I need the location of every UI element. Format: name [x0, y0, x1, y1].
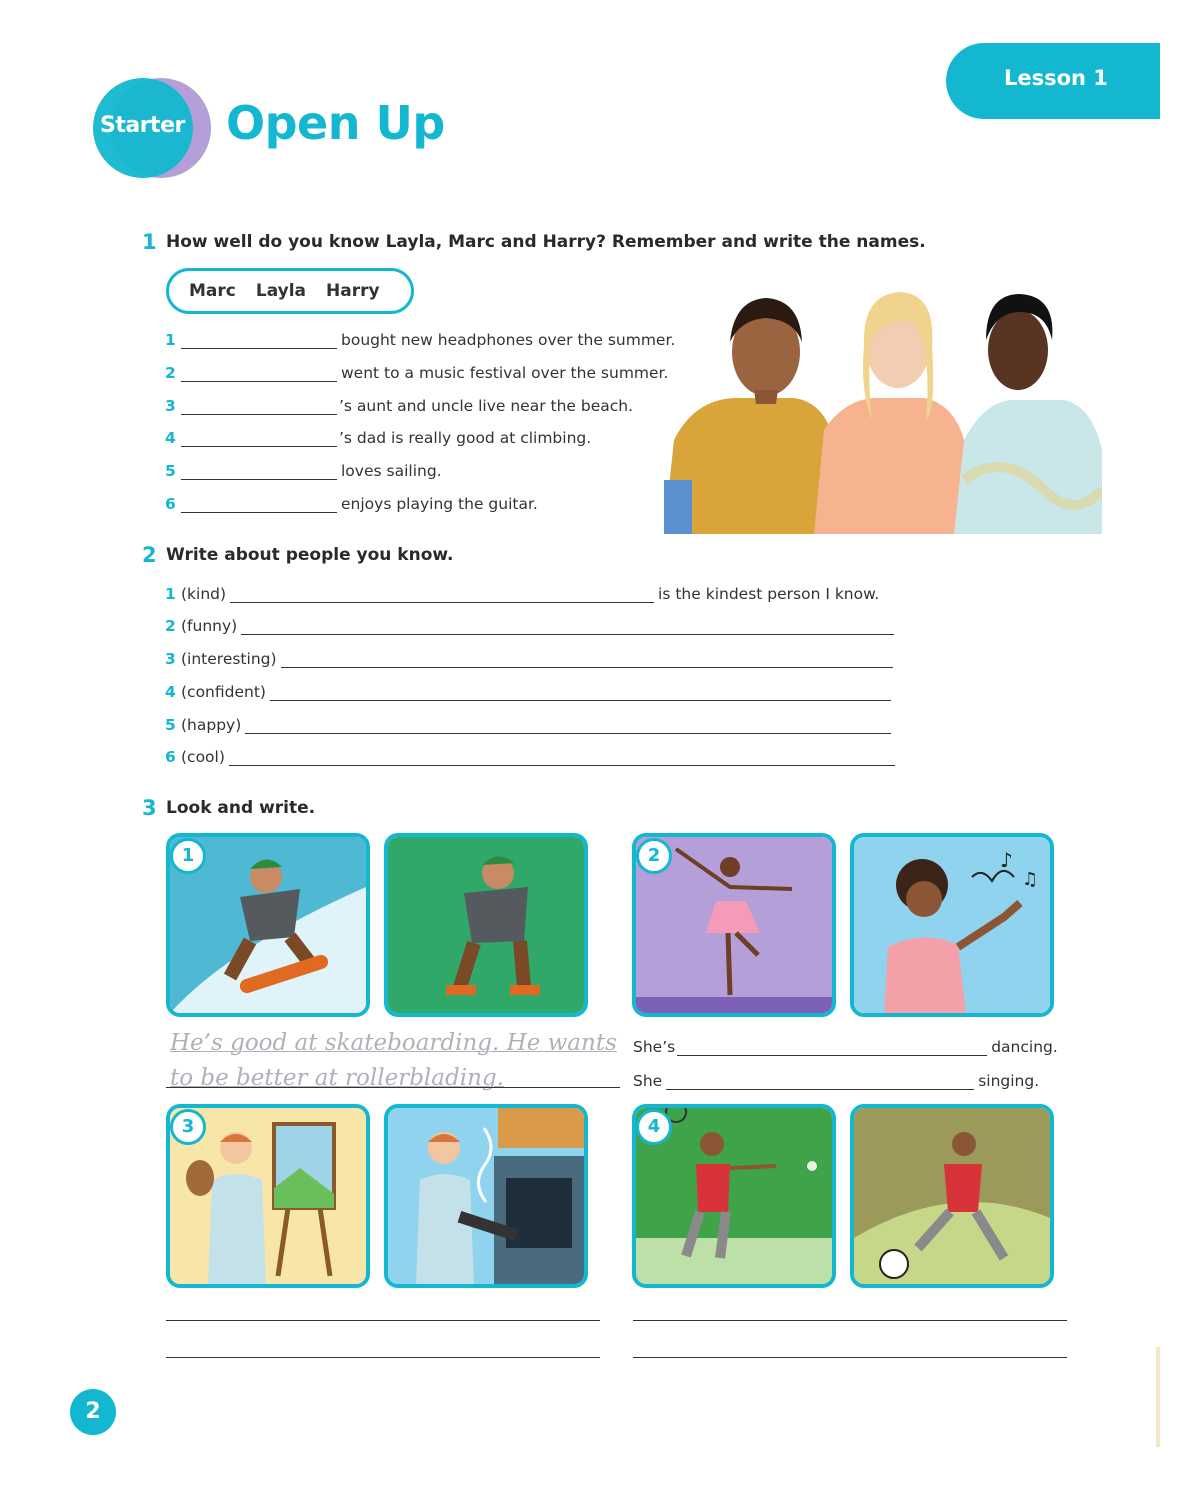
- answer-blank[interactable]: [677, 1038, 987, 1056]
- svg-text:♫: ♫: [1022, 869, 1039, 890]
- item-suffix: is the kindest person I know.: [658, 585, 880, 603]
- sentence-end: dancing.: [991, 1038, 1058, 1056]
- ex2-item: [165, 716, 891, 734]
- answer-line[interactable]: [166, 1320, 600, 1321]
- answer-blank[interactable]: [241, 617, 894, 635]
- item-number: 4: [165, 429, 176, 447]
- exercise-1-instruction: How well do you know Layla, Marc and Harry? Remember and write the names.: [166, 232, 926, 252]
- answer-line[interactable]: [633, 1320, 1067, 1321]
- picture-badge: 4: [636, 1109, 672, 1145]
- answer-blank[interactable]: [181, 462, 337, 480]
- unit-title: Open Up: [226, 96, 445, 150]
- picture-badge: 3: [170, 1109, 206, 1145]
- item-prompt: (happy): [181, 716, 242, 734]
- example-answer-line-2: to be better at rollerblading.: [170, 1065, 504, 1091]
- answer-blank[interactable]: [181, 495, 337, 513]
- example-answer-line-1: He’s good at skateboarding. He wants: [170, 1030, 617, 1056]
- ex3-q2-line-2: [633, 1072, 1039, 1090]
- ex2-item: [165, 748, 895, 766]
- item-number: 3: [165, 650, 176, 668]
- starter-label: Starter: [100, 113, 185, 138]
- item-text: enjoys playing the guitar.: [341, 495, 538, 513]
- item-number: 4: [165, 683, 176, 701]
- answer-blank[interactable]: [181, 397, 337, 415]
- football-picture: [850, 1104, 1054, 1288]
- kids-photo: [664, 290, 1102, 534]
- answer-line: [166, 1087, 620, 1088]
- item-number: 5: [165, 716, 176, 734]
- singing-picture: [850, 833, 1054, 1017]
- item-number: 2: [165, 364, 176, 382]
- name-box: [166, 268, 414, 314]
- item-prompt: (confident): [181, 683, 266, 701]
- exercise-2-instruction: Write about people you know.: [166, 545, 454, 565]
- ex1-item: [165, 495, 538, 513]
- exercise-1-number: 1: [142, 230, 157, 254]
- ex1-item: [165, 397, 633, 415]
- item-number: 6: [165, 748, 176, 766]
- ex1-item: [165, 364, 668, 382]
- name-word: Marc: [189, 281, 236, 301]
- sentence-start: She’s: [633, 1038, 676, 1056]
- item-prompt: (cool): [181, 748, 225, 766]
- answer-blank[interactable]: [181, 364, 337, 382]
- answer-blank[interactable]: [229, 748, 895, 766]
- answer-blank[interactable]: [181, 429, 337, 447]
- lesson-tab: [946, 43, 1160, 119]
- exercise-3-instruction: Look and write.: [166, 798, 316, 818]
- starter-badge: [93, 78, 213, 178]
- item-number: 3: [165, 397, 176, 415]
- exercise-2-number: 2: [142, 543, 157, 567]
- item-prompt: (funny): [181, 617, 238, 635]
- svg-text:♪: ♪: [1000, 848, 1013, 872]
- picture-badge: 1: [170, 838, 206, 874]
- ex2-item: [165, 617, 894, 635]
- answer-line[interactable]: [633, 1357, 1067, 1358]
- ex1-item: [165, 462, 442, 480]
- page-number: 2: [70, 1389, 116, 1435]
- answer-blank[interactable]: [230, 585, 654, 603]
- name-word: Harry: [326, 281, 380, 301]
- item-text: bought new headphones over the summer.: [341, 331, 676, 349]
- name-word: Layla: [255, 281, 307, 301]
- sentence-start: She: [633, 1072, 663, 1090]
- ex1-item: [165, 429, 591, 447]
- item-prompt: (kind): [181, 585, 227, 603]
- edge-mark: [1156, 1347, 1160, 1447]
- item-text: ’s dad is really good at climbing.: [339, 429, 592, 447]
- item-number: 1: [165, 585, 176, 603]
- cooking-picture: [384, 1104, 588, 1288]
- item-number: 5: [165, 462, 176, 480]
- item-text: went to a music festival over the summer.: [341, 364, 669, 382]
- item-number: 6: [165, 495, 176, 513]
- item-text: ’s aunt and uncle live near the beach.: [339, 397, 634, 415]
- ex2-item: [165, 683, 891, 701]
- exercise-3-number: 3: [142, 796, 157, 820]
- answer-blank[interactable]: [245, 716, 891, 734]
- ex1-item: [165, 331, 675, 349]
- item-number: 1: [165, 331, 176, 349]
- answer-blank[interactable]: [281, 650, 893, 668]
- answer-blank[interactable]: [270, 683, 891, 701]
- item-text: loves sailing.: [341, 462, 442, 480]
- ex3-q2-line-1: [633, 1038, 1058, 1056]
- item-prompt: (interesting): [181, 650, 277, 668]
- lesson-label: Lesson 1: [1004, 66, 1108, 90]
- answer-line[interactable]: [166, 1357, 600, 1358]
- answer-blank[interactable]: [666, 1072, 974, 1090]
- ex2-item: [165, 650, 893, 668]
- picture-badge: 2: [636, 838, 672, 874]
- rollerblading-picture: [384, 833, 588, 1017]
- item-number: 2: [165, 617, 176, 635]
- answer-blank[interactable]: [181, 331, 337, 349]
- sentence-end: singing.: [978, 1072, 1040, 1090]
- ex2-item: [165, 585, 879, 603]
